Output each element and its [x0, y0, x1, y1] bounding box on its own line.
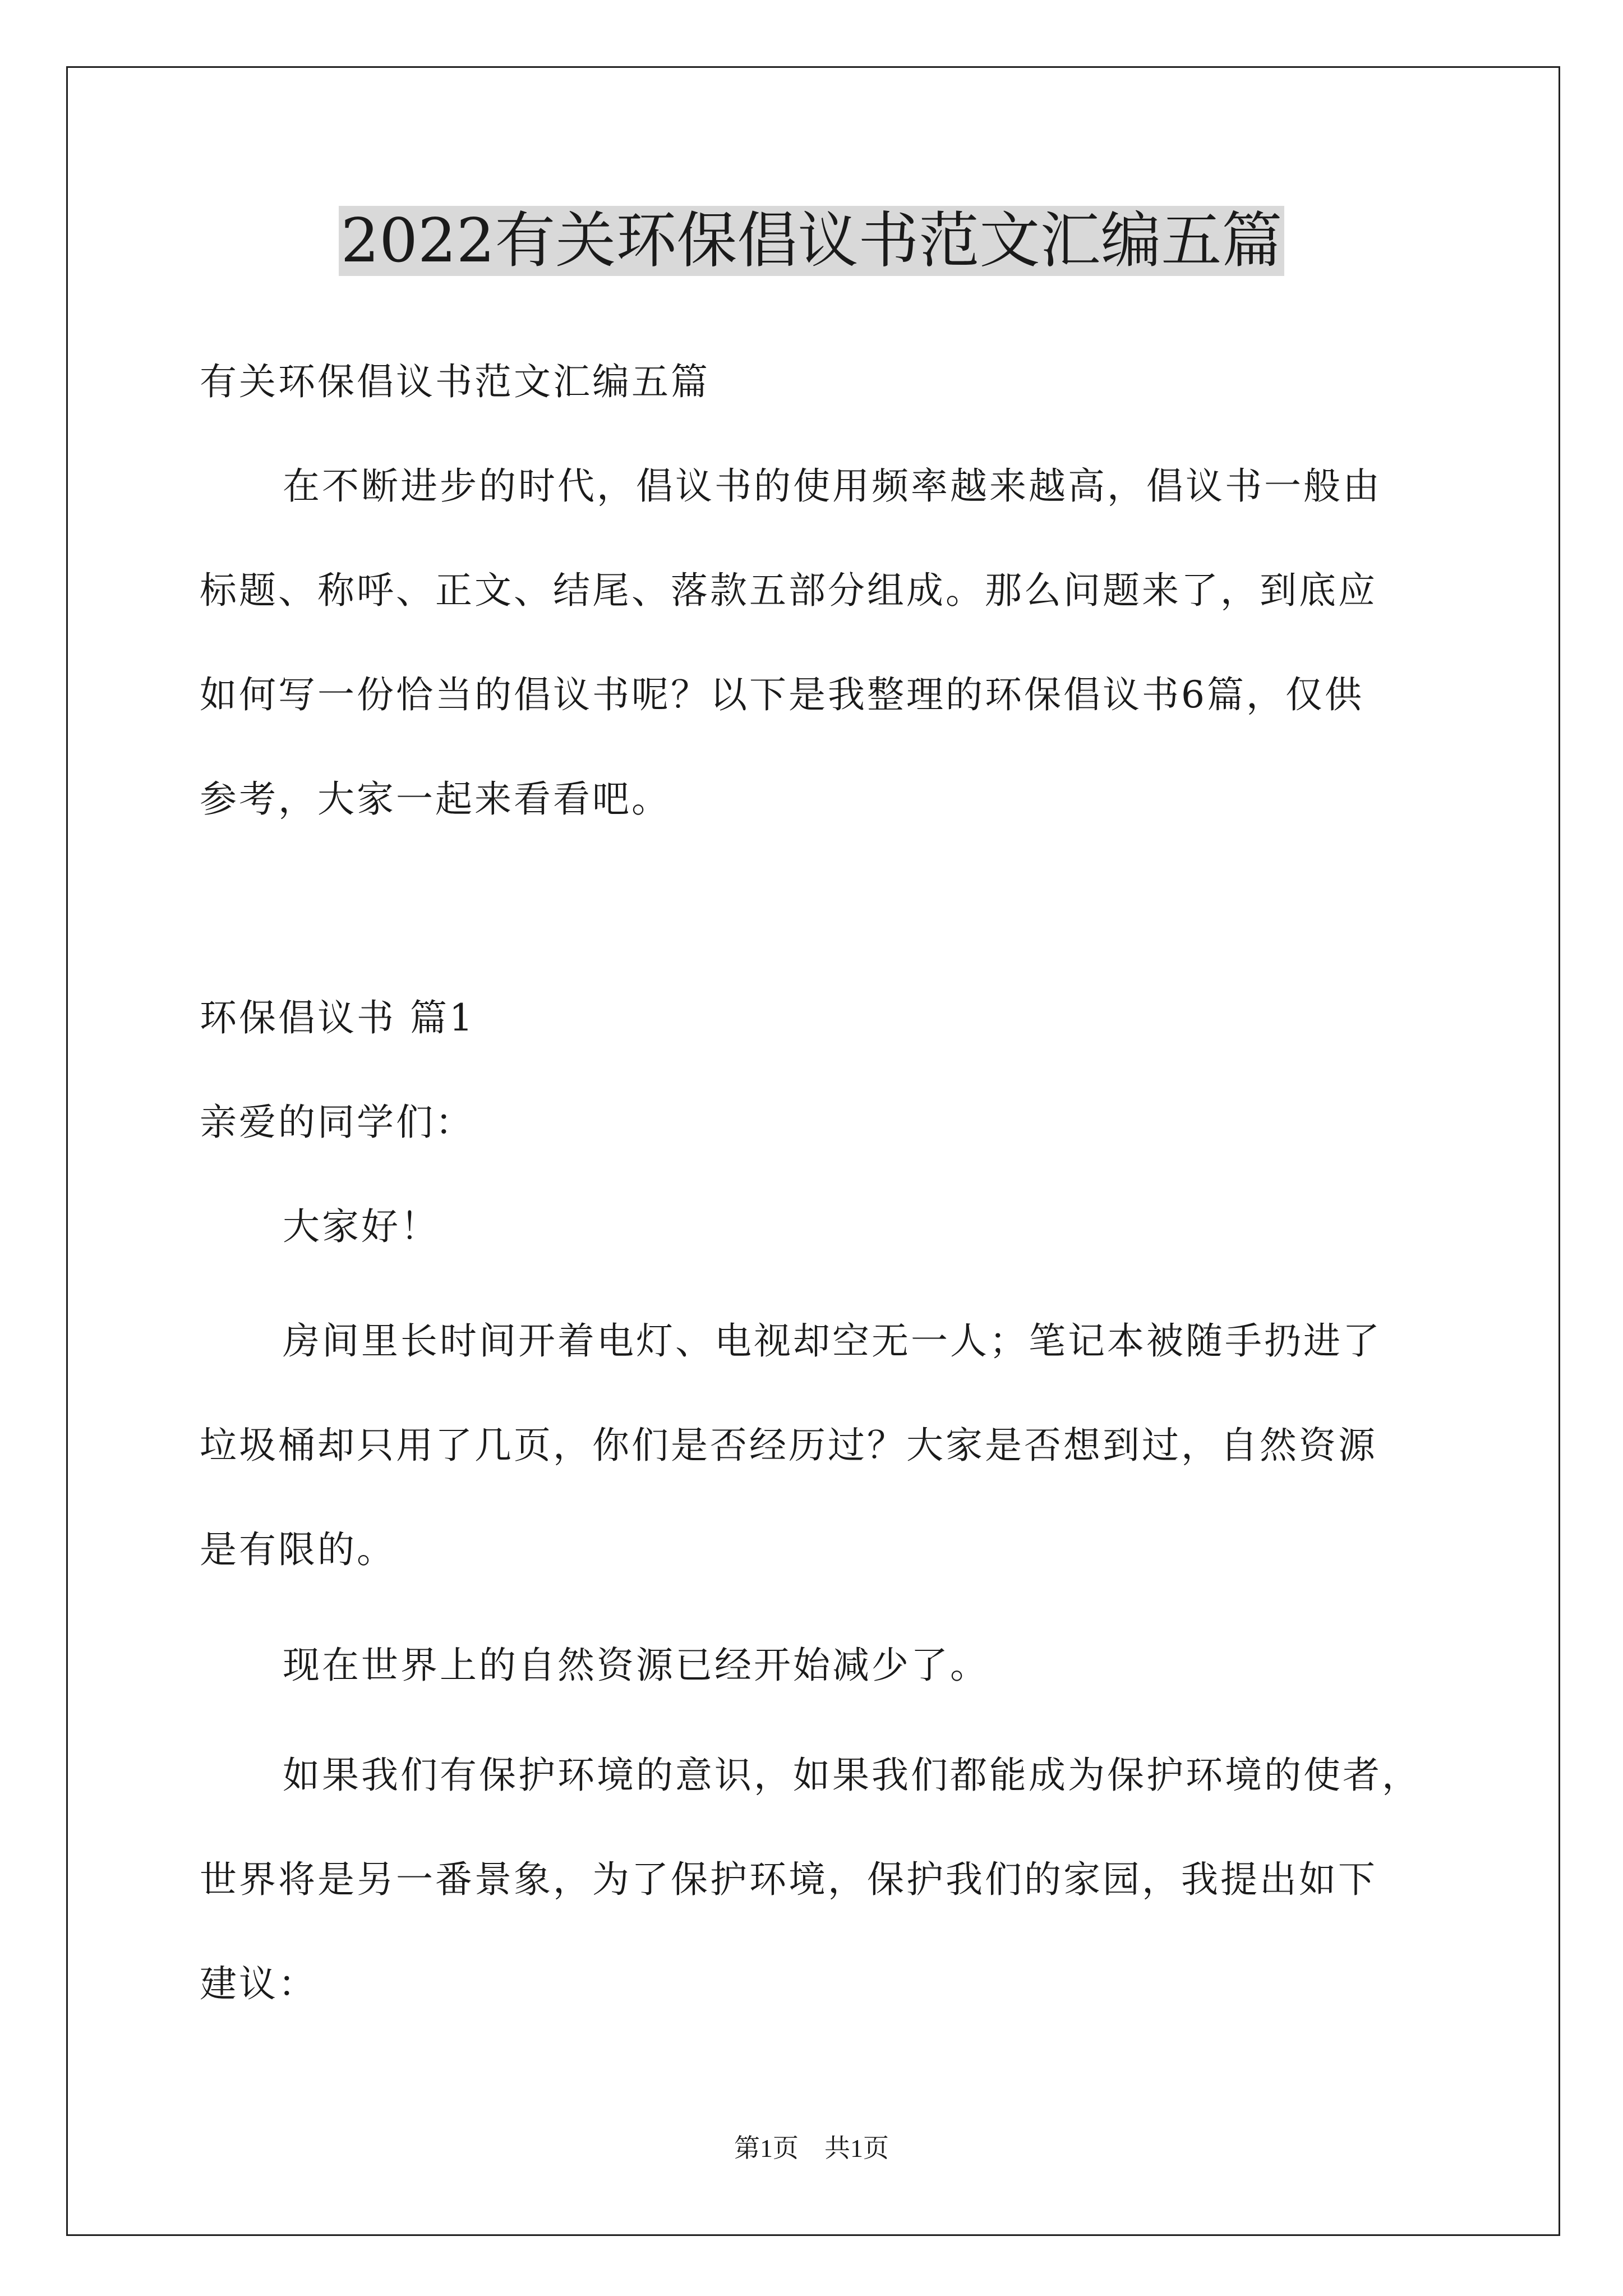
intro-line-3: 如何写一份恰当的倡议书呢？以下是我整理的环保倡议书6篇，仅供: [200, 673, 1364, 716]
para3-line-3: 建议：: [200, 1962, 317, 2005]
para1-line-2: 垃圾桶却只用了几页，你们是否经历过？大家是否想到过，自然资源: [200, 1424, 1377, 1467]
intro-line-1: 在不断进步的时代，倡议书的使用频率越来越高，倡议书一般由: [283, 464, 1382, 508]
subtitle: 有关环保倡议书范文汇编五篇: [200, 360, 710, 403]
page-footer: 第1页 共1页: [734, 2134, 889, 2162]
para2-line-1: 现在世界上的自然资源已经开始减少了。: [283, 1644, 989, 1687]
salutation: 亲爱的同学们：: [200, 1101, 474, 1144]
intro-line-4: 参考，大家一起来看看吧。: [200, 777, 671, 821]
para1-line-1: 房间里长时间开着电灯、电视却空无一人；笔记本被随手扔进了: [283, 1319, 1382, 1363]
para1-line-3: 是有限的。: [200, 1528, 396, 1571]
para3-line-2: 世界将是另一番景象，为了保护环境，保护我们的家园，我提出如下: [200, 1858, 1377, 1901]
greeting: 大家好！: [283, 1205, 440, 1248]
section-heading: 环保倡议书 篇1: [200, 996, 475, 1039]
intro-line-2: 标题、称呼、正文、结尾、落款五部分组成。那么问题来了，到底应: [200, 569, 1377, 612]
para3-line-1: 如果我们有保护环境的意识，如果我们都能成为保护环境的使者，: [283, 1754, 1421, 1797]
document-title-text: 2022有关环保倡议书范文汇编五篇: [339, 206, 1285, 276]
document-title: [0, 202, 1623, 280]
